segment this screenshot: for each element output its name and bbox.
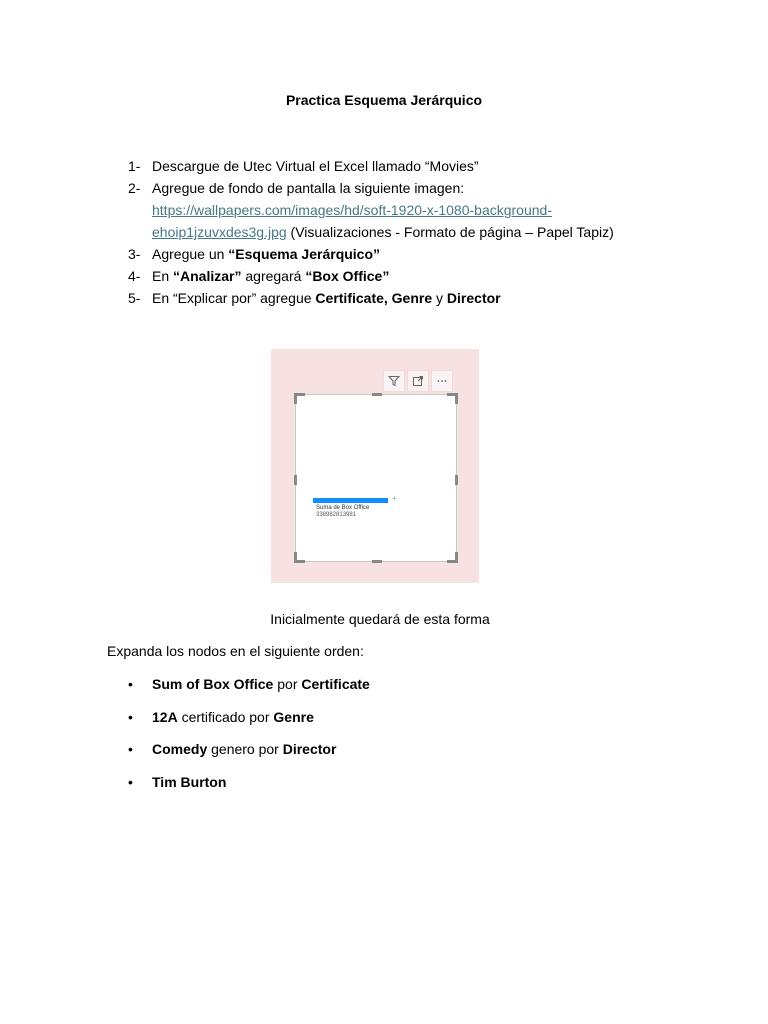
wallpaper-link[interactable]: https://wallpapers.com/images/hd/soft-1920-x-1080-background- ehoip1jzuvxdes3g.jpg <box>152 202 552 240</box>
step-bold: Certificate, Genre <box>315 290 433 306</box>
step-1 <box>128 155 648 177</box>
focus-mode-icon[interactable] <box>407 370 429 392</box>
step-number: 1- <box>128 158 141 174</box>
step-text: Agregue un <box>152 246 229 262</box>
resize-handle[interactable] <box>294 552 305 563</box>
step-3 <box>128 243 648 265</box>
step-number: 5- <box>128 290 141 306</box>
resize-handle[interactable] <box>294 475 297 485</box>
step-number: 2- <box>128 180 141 196</box>
resize-handle[interactable] <box>372 560 382 563</box>
bullet-icon: • <box>128 708 133 725</box>
figure-caption: Inicialmente quedará de esta forma <box>270 611 490 627</box>
more-options-icon[interactable] <box>431 370 453 392</box>
step-text-suffix: (Visualizaciones - Formato de página – Papel Tapiz) <box>286 224 614 240</box>
step-number: 3- <box>128 246 141 262</box>
bullet-icon: • <box>128 741 133 757</box>
list-item: • 12A certificado por Genre <box>128 708 370 741</box>
expand-order-list <box>128 675 370 805</box>
filter-icon[interactable] <box>383 370 405 392</box>
step-bold: “Esquema Jerárquico” <box>228 246 381 262</box>
resize-handle[interactable] <box>447 393 458 404</box>
step-5: 5- En “Explicar por” agregue Certificate, Genre y Director <box>128 287 648 309</box>
list-item: • Tim Burton <box>128 773 370 806</box>
step-4: 4- En “Analizar” agregará “Box Office” <box>128 265 648 287</box>
visual-canvas[interactable] <box>295 394 457 562</box>
step-text: Agregue de fondo de pantalla la siguiente imagen: <box>152 180 465 196</box>
page-title: Practica Esquema Jerárquico <box>285 92 483 108</box>
list-item: • Comedy genero por Director <box>128 740 370 773</box>
step-2 <box>128 177 648 243</box>
decomposition-tree-screenshot <box>271 349 479 583</box>
root-node-label: Suma de Box Office <box>316 505 370 511</box>
step-bold: Director <box>446 290 501 306</box>
resize-handle[interactable] <box>455 475 458 485</box>
bullet-icon: • <box>128 773 133 790</box>
steps-list <box>128 155 648 309</box>
expand-plus-icon[interactable]: + <box>392 494 397 503</box>
resize-handle[interactable] <box>294 393 305 404</box>
bullet-icon: • <box>128 676 133 692</box>
visual-toolbar <box>383 370 453 392</box>
step-text: Descargue de Utec Virtual el Excel llamado “Movies” <box>152 158 479 174</box>
step-bold: “Box Office” <box>305 268 390 284</box>
resize-handle[interactable] <box>447 552 458 563</box>
expand-intro: Expanda los nodos en el siguiente orden: <box>107 643 364 659</box>
root-node-value: 338982813981 <box>316 512 357 518</box>
root-node-bar[interactable] <box>313 498 388 503</box>
step-bold: “Analizar” <box>173 268 242 284</box>
list-item: • Sum of Box Office por Certificate <box>128 675 370 708</box>
resize-handle[interactable] <box>372 393 382 396</box>
step-number: 4- <box>128 268 141 284</box>
